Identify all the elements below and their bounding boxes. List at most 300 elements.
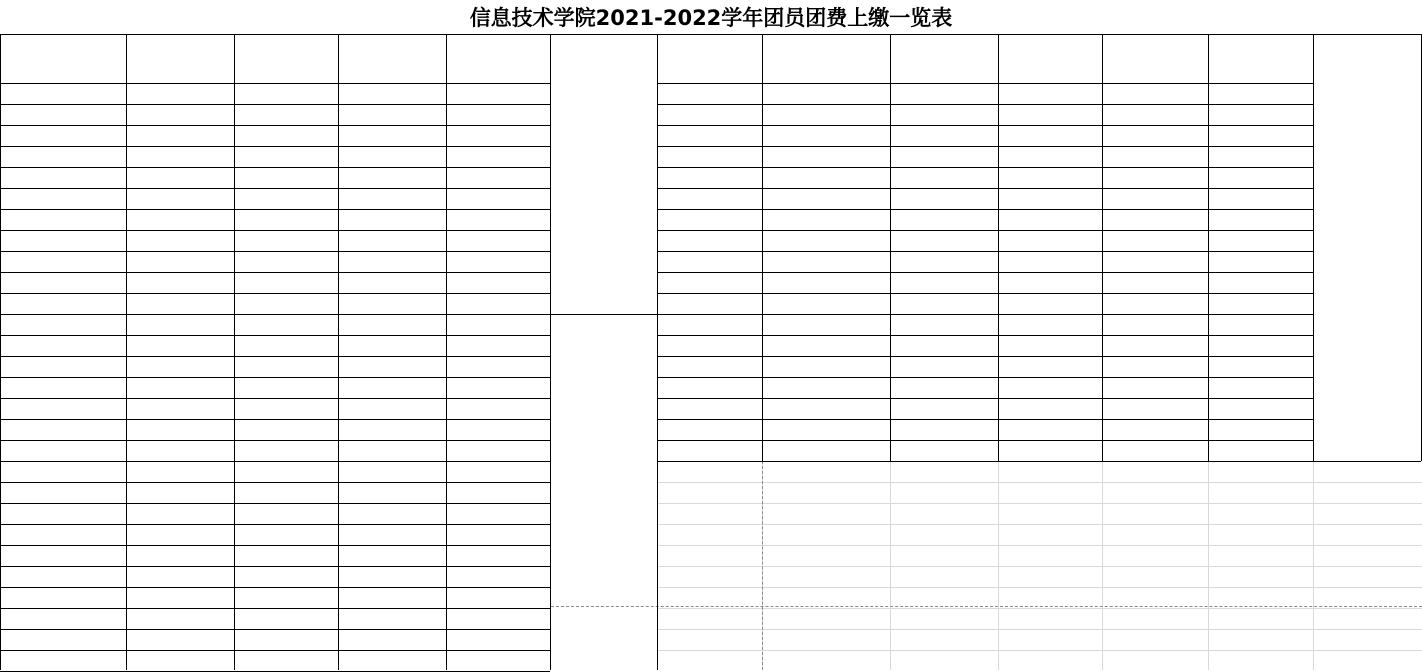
cell-members	[1000, 104, 1100, 125]
cell-class	[2, 146, 124, 167]
cell-total-students	[128, 608, 232, 629]
header-amount-paid	[1210, 34, 1311, 83]
cell-amount-due	[340, 461, 444, 482]
cell-class	[2, 293, 124, 314]
cell-amount-paid	[1210, 398, 1311, 419]
cell-index	[659, 356, 760, 377]
header-total-students	[892, 34, 996, 83]
cell-amount-due	[340, 566, 444, 587]
gridline	[657, 524, 1422, 525]
cell-amount-paid	[448, 650, 548, 671]
table-border	[550, 314, 657, 315]
table-border	[0, 146, 550, 147]
gridline	[657, 566, 1422, 567]
cell-members	[1000, 314, 1100, 335]
gridline	[657, 650, 1422, 651]
cell-members	[236, 608, 336, 629]
table-border	[657, 440, 1313, 441]
table-border	[1208, 34, 1209, 461]
cell-amount-due	[340, 440, 444, 461]
table-border	[0, 419, 550, 420]
cell-amount-paid	[448, 272, 548, 293]
cell-amount-due	[1104, 251, 1206, 272]
cell-amount-paid	[448, 230, 548, 251]
table-border	[657, 34, 658, 461]
cell-amount-due	[340, 146, 444, 167]
cell-members	[236, 482, 336, 503]
cell-members	[236, 188, 336, 209]
cell-total-students	[128, 314, 232, 335]
cell-amount-paid	[1210, 314, 1311, 335]
cell-members	[1000, 251, 1100, 272]
cell-members	[236, 314, 336, 335]
cell-index	[659, 293, 760, 314]
cell-amount-due	[340, 335, 444, 356]
cell-total-students	[128, 188, 232, 209]
cell-members	[236, 419, 336, 440]
cell-index	[659, 419, 760, 440]
table-border	[0, 251, 550, 252]
cell-total-students	[892, 188, 996, 209]
cell-total-students	[128, 461, 232, 482]
table-border	[657, 293, 1313, 294]
cell-amount-paid	[448, 377, 548, 398]
cell-total-students	[128, 272, 232, 293]
gridline	[657, 629, 1422, 630]
table-border	[0, 335, 550, 336]
cell-total-students	[128, 398, 232, 419]
cell-members	[236, 167, 336, 188]
cell-amount-paid	[1210, 230, 1311, 251]
cell-total-students	[892, 209, 996, 230]
cell-amount-paid	[1210, 125, 1311, 146]
table-border	[657, 314, 1313, 315]
cell-total-students	[892, 398, 996, 419]
cell-amount-due	[340, 503, 444, 524]
cell-index	[659, 167, 760, 188]
cell-index	[659, 272, 760, 293]
cell-amount-paid	[1210, 440, 1311, 461]
header-amount-paid	[448, 34, 548, 83]
cell-amount-paid	[1210, 167, 1311, 188]
cell-members	[1000, 188, 1100, 209]
cell-total-students	[128, 629, 232, 650]
table-border	[0, 440, 550, 441]
table-border	[0, 503, 550, 504]
cell-amount-paid	[448, 335, 548, 356]
cell-class	[764, 293, 888, 314]
cell-class	[2, 230, 124, 251]
cell-total-students	[128, 419, 232, 440]
table-border	[1313, 34, 1314, 461]
table-border	[0, 608, 550, 609]
cell-members	[236, 566, 336, 587]
subtotal-2019	[551, 83, 656, 314]
cell-members	[1000, 209, 1100, 230]
cell-total-students	[892, 167, 996, 188]
table-border	[657, 272, 1313, 273]
cell-class	[764, 146, 888, 167]
cell-class	[2, 167, 124, 188]
cell-class	[2, 209, 124, 230]
cell-amount-due	[1104, 314, 1206, 335]
cell-members	[236, 587, 336, 608]
cell-class	[2, 587, 124, 608]
cell-amount-due	[340, 629, 444, 650]
cell-members	[1000, 419, 1100, 440]
cell-index	[659, 188, 760, 209]
cell-total-students	[892, 230, 996, 251]
cell-amount-due	[340, 104, 444, 125]
page-break-line	[551, 606, 1422, 607]
table-border	[762, 34, 763, 461]
table-border	[0, 377, 550, 378]
header-members	[1000, 34, 1100, 83]
cell-index	[659, 335, 760, 356]
cell-amount-paid	[1210, 419, 1311, 440]
cell-class	[2, 461, 124, 482]
table-border	[0, 545, 550, 546]
cell-amount-paid	[448, 398, 548, 419]
cell-class	[2, 272, 124, 293]
cell-members	[1000, 356, 1100, 377]
cell-members	[236, 461, 336, 482]
cell-amount-paid	[448, 167, 548, 188]
cell-members	[236, 335, 336, 356]
cell-members	[236, 293, 336, 314]
cell-class	[2, 650, 124, 671]
table-border	[0, 356, 550, 357]
cell-amount-due	[1104, 398, 1206, 419]
cell-class	[2, 188, 124, 209]
cell-amount-due	[1104, 440, 1206, 461]
table-border	[1313, 461, 1421, 462]
cell-class	[2, 545, 124, 566]
cell-members	[236, 83, 336, 104]
cell-class	[2, 566, 124, 587]
cell-amount-paid	[1210, 83, 1311, 104]
cell-members	[236, 629, 336, 650]
cell-total-students	[128, 104, 232, 125]
cell-amount-paid	[448, 608, 548, 629]
subtotal-2021	[1314, 83, 1420, 461]
cell-amount-paid	[1210, 209, 1311, 230]
cell-amount-due	[1104, 230, 1206, 251]
cell-amount-paid	[1210, 377, 1311, 398]
cell-members	[1000, 293, 1100, 314]
subtotal-2020	[551, 314, 656, 671]
cell-members	[236, 125, 336, 146]
cell-class	[2, 314, 124, 335]
cell-total-students	[128, 209, 232, 230]
cell-amount-paid	[448, 104, 548, 125]
grand-total-value	[930, 486, 1060, 522]
cell-amount-due	[340, 587, 444, 608]
cell-class	[2, 125, 124, 146]
cell-amount-paid	[1210, 188, 1311, 209]
cell-total-students	[128, 545, 232, 566]
table-border	[0, 34, 1, 670]
cell-amount-paid	[448, 440, 548, 461]
header-class	[764, 34, 888, 83]
cell-amount-due	[340, 608, 444, 629]
table-border	[0, 209, 550, 210]
cell-amount-paid	[448, 293, 548, 314]
cell-class	[2, 377, 124, 398]
cell-class	[764, 440, 888, 461]
table-border	[0, 188, 550, 189]
cell-amount-due	[340, 83, 444, 104]
cell-total-students	[128, 83, 232, 104]
cell-index	[659, 251, 760, 272]
table-border	[1102, 34, 1103, 461]
cell-total-students	[128, 146, 232, 167]
table-border	[998, 34, 999, 461]
cell-amount-paid	[1210, 104, 1311, 125]
cell-members	[1000, 167, 1100, 188]
table-border	[0, 230, 550, 231]
table-border	[657, 419, 1313, 420]
cell-members	[236, 230, 336, 251]
cell-index	[659, 230, 760, 251]
cell-members	[236, 104, 336, 125]
cell-index	[659, 146, 760, 167]
cell-members	[236, 440, 336, 461]
cell-class	[764, 251, 888, 272]
cell-total-students	[128, 524, 232, 545]
gridline	[657, 545, 1422, 546]
table-border	[0, 461, 550, 462]
cell-amount-paid	[448, 566, 548, 587]
cell-total-students	[128, 566, 232, 587]
header-index	[659, 34, 760, 83]
cell-amount-due	[1104, 377, 1206, 398]
cell-total-students	[892, 335, 996, 356]
cell-members	[236, 209, 336, 230]
cell-amount-due	[340, 167, 444, 188]
cell-index	[659, 104, 760, 125]
cell-members	[1000, 146, 1100, 167]
cell-amount-due	[340, 125, 444, 146]
header-subtotal	[1315, 34, 1419, 83]
cell-class	[764, 377, 888, 398]
cell-members	[236, 545, 336, 566]
header-members	[236, 34, 336, 83]
table-border	[0, 293, 550, 294]
cell-amount-due	[1104, 146, 1206, 167]
cell-members	[236, 356, 336, 377]
gridline	[657, 587, 1422, 588]
cell-class	[2, 440, 124, 461]
table-border	[890, 34, 891, 461]
cell-members	[1000, 230, 1100, 251]
gridline	[657, 482, 1422, 483]
cell-amount-paid	[448, 251, 548, 272]
cell-members	[236, 272, 336, 293]
cell-amount-paid	[448, 125, 548, 146]
cell-members	[1000, 272, 1100, 293]
table-border	[0, 650, 550, 651]
table-border	[657, 461, 1313, 462]
cell-class	[764, 125, 888, 146]
cell-amount-paid	[448, 587, 548, 608]
table-border	[657, 335, 1313, 336]
cell-total-students	[892, 293, 996, 314]
cell-amount-due	[340, 650, 444, 671]
cell-total-students	[892, 377, 996, 398]
cell-class	[2, 104, 124, 125]
cell-amount-due	[1104, 188, 1206, 209]
table-border	[0, 314, 550, 315]
cell-class	[764, 272, 888, 293]
cell-amount-paid	[448, 482, 548, 503]
cell-members	[1000, 440, 1100, 461]
cell-amount-paid	[1210, 335, 1311, 356]
cell-class	[2, 482, 124, 503]
cell-members	[1000, 335, 1100, 356]
cell-amount-due	[1104, 104, 1206, 125]
cell-class	[2, 335, 124, 356]
cell-class	[2, 524, 124, 545]
cell-amount-paid	[448, 188, 548, 209]
table-border	[657, 83, 1313, 84]
cell-amount-due	[1104, 83, 1206, 104]
cell-total-students	[128, 251, 232, 272]
cell-total-students	[128, 482, 232, 503]
cell-amount-due	[340, 482, 444, 503]
cell-members	[1000, 398, 1100, 419]
cell-total-students	[892, 104, 996, 125]
cell-amount-paid	[448, 461, 548, 482]
cell-class	[2, 83, 124, 104]
cell-amount-paid	[448, 629, 548, 650]
table-border	[657, 209, 1313, 210]
table-border	[0, 272, 550, 273]
table-border	[657, 251, 1313, 252]
cell-amount-paid	[1210, 293, 1311, 314]
cell-members	[236, 524, 336, 545]
header-total-students	[128, 34, 232, 83]
table-border	[657, 104, 1313, 105]
cell-amount-due	[340, 398, 444, 419]
cell-amount-due	[340, 293, 444, 314]
cell-index	[659, 314, 760, 335]
cell-amount-paid	[448, 314, 548, 335]
cell-total-students	[892, 83, 996, 104]
cell-total-students	[128, 377, 232, 398]
cell-class	[764, 314, 888, 335]
cell-amount-due	[340, 251, 444, 272]
table-border	[0, 125, 550, 126]
cell-class	[2, 503, 124, 524]
cell-total-students	[128, 335, 232, 356]
cell-amount-paid	[448, 524, 548, 545]
table-border	[0, 629, 550, 630]
cell-total-students	[128, 650, 232, 671]
cell-amount-due	[1104, 419, 1206, 440]
cell-amount-due	[1104, 293, 1206, 314]
cell-amount-due	[340, 272, 444, 293]
cell-total-students	[128, 503, 232, 524]
cell-amount-due	[1104, 272, 1206, 293]
cell-index	[659, 83, 760, 104]
table-border	[0, 167, 550, 168]
cell-amount-paid	[448, 83, 548, 104]
table-border	[0, 83, 550, 84]
cell-amount-paid	[448, 209, 548, 230]
table-border	[0, 524, 550, 525]
cell-class	[2, 629, 124, 650]
cell-members	[1000, 83, 1100, 104]
cell-amount-paid	[1210, 272, 1311, 293]
cell-total-students	[128, 587, 232, 608]
cell-total-students	[128, 356, 232, 377]
cell-class	[2, 356, 124, 377]
header-class	[2, 34, 124, 83]
cell-total-students	[892, 125, 996, 146]
cell-class	[764, 188, 888, 209]
cell-class	[764, 335, 888, 356]
cell-amount-due	[340, 545, 444, 566]
cell-members	[236, 503, 336, 524]
cell-total-students	[128, 167, 232, 188]
table-border	[0, 566, 550, 567]
cell-total-students	[128, 440, 232, 461]
table-border	[657, 188, 1313, 189]
cell-index	[659, 125, 760, 146]
cell-amount-due	[340, 314, 444, 335]
cell-amount-paid	[1210, 356, 1311, 377]
cell-amount-due	[1104, 167, 1206, 188]
cell-members	[236, 146, 336, 167]
cell-class	[764, 356, 888, 377]
cell-amount-paid	[1210, 251, 1311, 272]
cell-members	[236, 650, 336, 671]
cell-amount-due	[1104, 356, 1206, 377]
cell-amount-due	[1104, 125, 1206, 146]
cell-class	[764, 167, 888, 188]
cell-index	[659, 209, 760, 230]
cell-index	[659, 377, 760, 398]
sheet-title: 信息技术学院2021-2022学年团员团费上缴一览表	[469, 6, 953, 30]
cell-amount-due	[340, 356, 444, 377]
header-subtotal	[552, 34, 655, 83]
cell-class	[764, 398, 888, 419]
gridline	[657, 608, 1422, 609]
cell-index	[659, 398, 760, 419]
cell-amount-due	[340, 209, 444, 230]
cell-class	[2, 608, 124, 629]
cell-class	[764, 419, 888, 440]
cell-members	[236, 398, 336, 419]
table-border	[657, 230, 1313, 231]
table-border	[657, 125, 1313, 126]
cell-amount-due	[340, 188, 444, 209]
cell-total-students	[128, 293, 232, 314]
cell-class	[764, 209, 888, 230]
cell-index	[659, 440, 760, 461]
cell-total-students	[128, 230, 232, 251]
table-border	[0, 587, 550, 588]
cell-members	[236, 377, 336, 398]
cell-members	[1000, 125, 1100, 146]
cell-amount-paid	[448, 356, 548, 377]
table-border	[657, 398, 1313, 399]
cell-class	[764, 104, 888, 125]
table-border	[0, 482, 550, 483]
cell-total-students	[892, 146, 996, 167]
cell-class	[764, 83, 888, 104]
